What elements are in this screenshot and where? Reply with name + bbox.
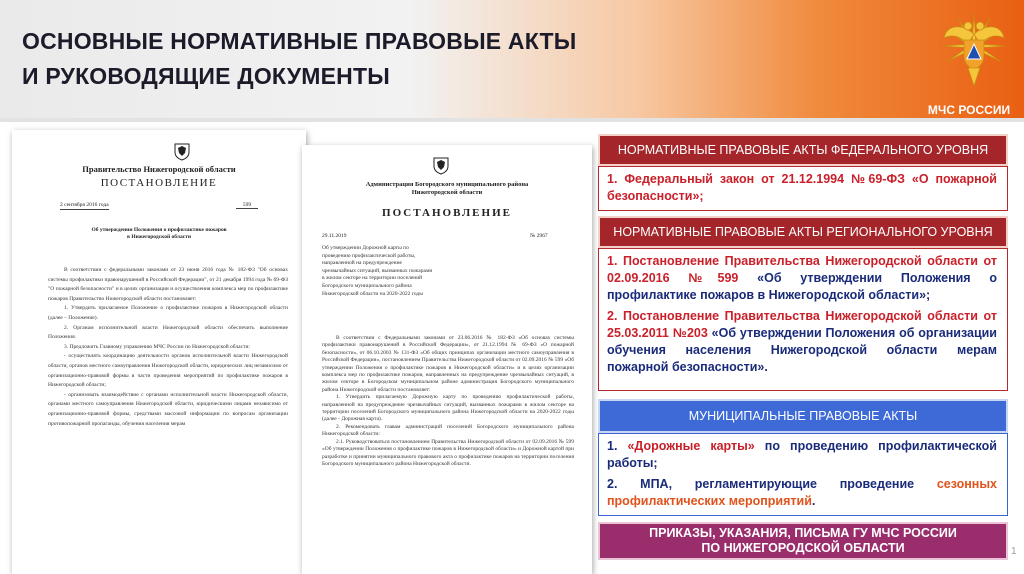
orders-heading-line-1: ПРИКАЗЫ, УКАЗАНИЯ, ПИСЬМА ГУ МЧС РОССИИ: [649, 526, 957, 540]
document-2-org-line-2: Нижегородской области: [411, 189, 483, 196]
document-2-paragraph: 1. Утвердить прилагаемую Дорожную карту по проведению профилактической работы, направленной на предупреждение чрезвычайных ситуаций, вызванных пожарами в жилом секторе на территории поселений Богородского муниципального района Нижегородской области на 2020-2022 годы (далее - Дорожная карта).: [322, 394, 574, 423]
document-1-org: Правительство Нижегородской области: [82, 164, 236, 174]
emblem-label: МЧС РОССИИ: [927, 103, 1011, 117]
municipal-act-1-highlight: «Дорожные карты»: [627, 439, 755, 453]
municipal-act-1-text: по проведению профилактической работы;: [607, 439, 997, 470]
municipal-act-1-number: 1.: [607, 439, 618, 453]
document-1-paragraph: 3. Предложить Главному управлению МЧС России по Нижегородской области:: [64, 343, 250, 350]
document-2-paragraph: 2.1. Руководствоваться постановлением Правительства Нижегородской области от 02.09.2016 № 599 «Об утверждении Положения о профилактике пожаров в Нижегородской области» и Дорожной картой при разработке и принятии муниципального правового акта о профилактике пожаров на территории поселения Богородского муниципального района Нижегородской области.: [322, 438, 574, 467]
header-divider: [0, 118, 1024, 122]
regional-act-item-2: [607, 308, 997, 376]
coat-of-arms-icon: [174, 143, 190, 161]
document-2-org: [302, 181, 592, 197]
document-1-subject-line-2: в Нижегородской области: [126, 234, 192, 240]
regional-act-2-title: «Об утверждении Положения об организации обучения населения Нижегородской области мерам пожарной безопасности».: [607, 326, 997, 374]
document-1-number: 599: [236, 202, 258, 209]
regional-acts-heading: НОРМАТИВНЫЕ ПРАВОВЫЕ АКТЫ РЕГИОНАЛЬНОГО УРОВНЯ: [598, 216, 1008, 248]
document-2-body: [322, 335, 574, 468]
document-1-paragraph: 1. Утвердить прилагаемое Положение о профилактике пожаров в Нижегородской области (далее – Положение).: [48, 305, 288, 321]
title-line-2: И РУКОВОДЯЩИЕ ДОКУМЕНТЫ: [22, 63, 390, 89]
federal-acts-list: [598, 166, 1008, 211]
document-1-body: [48, 266, 288, 429]
orders-heading-line-2: ПО НИЖЕГОРОДСКОЙ ОБЛАСТИ: [701, 541, 905, 555]
document-2-kind: ПОСТАНОВЛЕНИЕ: [382, 207, 512, 219]
document-2-subject: Об утверждении Дорожной карты по проведению профилактической работы, направленной на предупреждение чрезвычайных ситуаций, вызванных пожарами в жилом секторе на территории поселений Богородского муниципального района Нижегородской области на 2020-2022 годы: [322, 245, 433, 297]
municipal-acts-list: [598, 433, 1008, 516]
municipal-act-item-2: [607, 476, 997, 510]
orders-heading: [598, 522, 1008, 560]
municipal-act-2-end: .: [811, 494, 816, 508]
document-2-paragraph: 2. Рекомендовать главам администраций поселений Богородского муниципального района Нижегородской области:: [322, 423, 574, 438]
municipal-act-item-1: [607, 438, 997, 472]
document-1-subject: [12, 227, 306, 241]
document-1-subject-line-1: Об утверждении Положения о профилактике пожаров: [91, 227, 227, 233]
document-2-paragraph: В соответствии с Федеральными законами от 23.06.2016 № 182-ФЗ «Об основах системы профилактики правонарушений в Российской Федерации», от 21.12.1994 № 69-ФЗ «О пожарной безопасности», от 06.10.2003 № 131-ФЗ «Об общих принципах организации местного самоуправления в Российской Федерации», постановлением Правительства Нижегородской области от 02.09.2016 № 599 «Об утверждении Положения о профилактике пожаров в Нижегородской области» и в целях организации комплекса мер по профилактике пожаров, направленных на предупреждение чрезвычайных ситуаций, в жилом секторе в Богородском муниципальном районе администрация Богородского муниципального района Нижегородской области постановляет:: [322, 335, 574, 393]
page-title: [22, 24, 622, 94]
document-1-kind: ПОСТАНОВЛЕНИЕ: [100, 177, 218, 189]
regional-act-item-1: [607, 253, 997, 304]
regional-acts-list: [598, 248, 1008, 391]
coat-of-arms-icon: [433, 157, 449, 175]
document-1-date: 2 сентября 2016 года: [60, 202, 109, 208]
regional-act-1-title: «Об утверждении Положения о профилактике пожаров в Нижегородской области»;: [607, 271, 997, 302]
document-1-paragraph: 2. Органам исполнительной власти Нижегородской области обеспечить выполнение Положения.: [48, 324, 288, 341]
document-image-regional-decree: [12, 130, 306, 574]
mchs-emblem-icon: [938, 4, 1010, 94]
title-line-1: ОСНОВНЫЕ НОРМАТИВНЫЕ ПРАВОВЫЕ АКТЫ: [22, 28, 577, 54]
document-image-municipal-decree: [302, 145, 592, 574]
document-2-number: № 2967: [530, 233, 548, 239]
regional-act-2-ref: 2. Постановление Правительства Нижегородской области от 25.03.2011 №203: [607, 309, 997, 340]
municipal-act-2-text: 2. МПА, регламентирующие проведение: [607, 477, 915, 491]
regional-act-1-ref: 1. Постановление Правительства Нижегородской области от 02.09.2016 №599: [607, 254, 997, 285]
federal-act-item: 1. Федеральный закон от 21.12.1994 №69-ФЗ «О пожарной безопасности»;: [607, 172, 997, 203]
federal-acts-heading: НОРМАТИВНЫЕ ПРАВОВЫЕ АКТЫ ФЕДЕРАЛЬНОГО УРОВНЯ: [598, 134, 1008, 166]
document-1-paragraph: - организовать взаимодействие с органами исполнительной власти Нижегородской области, органами местного самоуправления Нижегородской области, юридическими лицами независимо от организационно-правовой формы, средствами массовой информации по вопросам организации противопожарной пропаганды, обучения населения мерам: [48, 391, 288, 427]
municipal-acts-heading: МУНИЦИПАЛЬНЫЕ ПРАВОВЫЕ АКТЫ: [598, 399, 1008, 433]
document-2-org-line-1: Администрация Богородского муниципального района: [365, 181, 529, 188]
municipal-act-2-highlight: сезонных профилактических мероприятий: [607, 477, 997, 508]
document-2-date: 29.11.2019: [322, 233, 347, 239]
page-number: 1: [1011, 546, 1017, 557]
document-1-paragraph: - осуществлять координацию деятельности органов исполнительной власти Нижегородской области, органов местного самоуправления Нижегородской области, юридических лиц независимо от организационно-правовой формы в части проведения мероприятий по профилактике пожаров в Нижегородской области;: [48, 353, 288, 389]
document-1-paragraph: В соответствии с федеральными законами от 23 июня 2016 года № 182-ФЗ "Об основах системы профилактики правонарушений в Российской Федерации", от 21 декабря 1994 года № 69-ФЗ "О пожарной безопасности" и в целях организации и осуществления комплекса мер по профилактике пожаров Правительство Нижегородской области постановляет:: [48, 267, 288, 302]
